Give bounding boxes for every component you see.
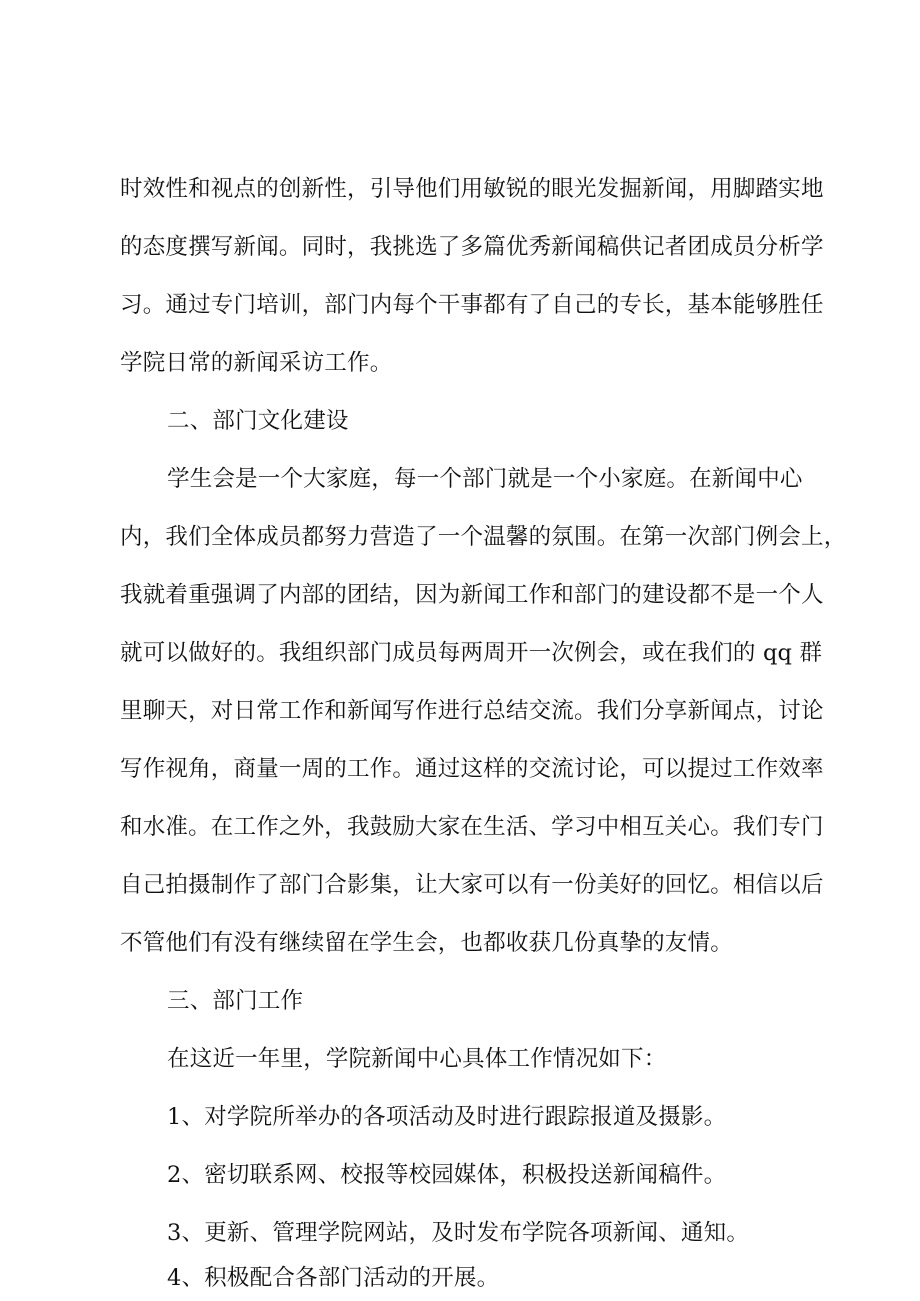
body-text-line: 不管他们有没有继续留在学生会，也都收获几份真挚的友情。	[120, 930, 733, 956]
list-item: 1、对学院所举办的各项活动及时进行跟踪报道及摄影。	[167, 1104, 727, 1130]
section-heading: 二、部门文化建设	[167, 408, 349, 434]
body-text-line: 内，我们全体成员都努力营造了一个温馨的氛围。在第一次部门例会上，	[120, 524, 847, 550]
list-item: 3、更新、管理学院网站，及时发布学院各项新闻、通知。	[167, 1220, 750, 1246]
body-text-line: 学院日常的新闻采访工作。	[120, 350, 393, 376]
body-text-line: 时效性和视点的创新性，引导他们用敏锐的眼光发掘新闻，用脚踏实地	[120, 176, 824, 202]
body-text-line: 在这近一年里，学院新闻中心具体工作情况如下：	[167, 1046, 667, 1072]
body-text-line: 学生会是一个大家庭，每一个部门就是一个小家庭。在新闻中心	[167, 466, 803, 492]
body-text-line: 写作视角，商量一周的工作。通过这样的交流讨论，可以提过工作效率	[120, 756, 824, 782]
body-text-line: 习。通过专门培训，部门内每个干事都有了自己的专长，基本能够胜任	[120, 292, 824, 318]
section-heading: 三、部门工作	[167, 988, 304, 1014]
body-text-line: 我就着重强调了内部的团结，因为新闻工作和部门的建设都不是一个人	[120, 582, 824, 608]
body-text-line: 自己拍摄制作了部门合影集，让大家可以有一份美好的回忆。相信以后	[120, 872, 824, 898]
body-text-line: 的态度撰写新闻。同时，我挑选了多篇优秀新闻稿供记者团成员分析学	[120, 234, 824, 260]
body-text-line: 就可以做好的。我组织部门成员每两周开一次例会，或在我们的 qq 群	[120, 640, 823, 666]
list-item: 4、积极配合各部门活动的开展。	[167, 1265, 500, 1291]
body-text-line: 和水准。在工作之外，我鼓励大家在生活、学习中相互关心。我们专门	[120, 814, 824, 840]
body-text-line: 里聊天，对日常工作和新闻写作进行总结交流。我们分享新闻点，讨论	[120, 698, 824, 724]
list-item: 2、密切联系网、校报等校园媒体，积极投送新闻稿件。	[167, 1162, 727, 1188]
